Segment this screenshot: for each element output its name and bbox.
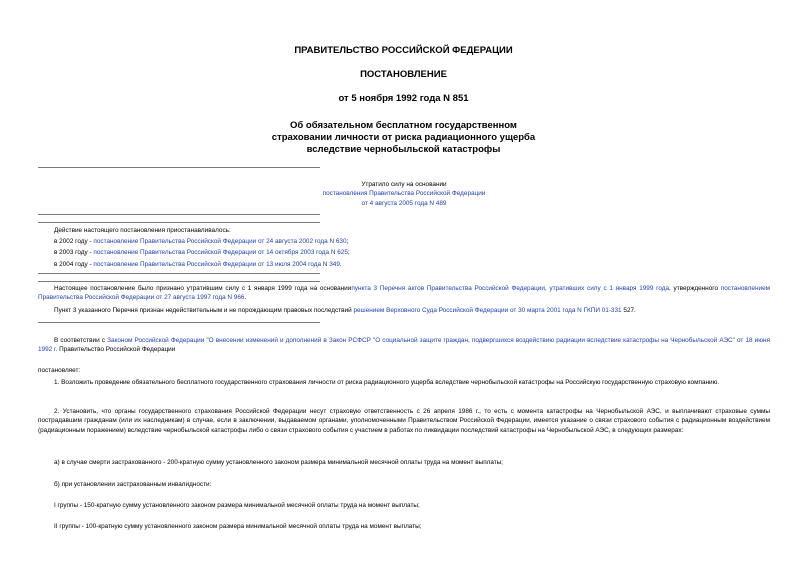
divider: [38, 281, 320, 282]
lost-force-text: Утратило силу на основании: [361, 181, 447, 188]
document-title: [0, 120, 807, 156]
group-2: II группы - 100-кратную сумму установленного законом размера минимальной месячной оплаты труда на момент выплаты;: [54, 523, 422, 530]
lost-force-notice: [268, 180, 540, 208]
note-lost-force: Настоящее постановление было признано утратившим силу с 1 января 1999 года на основаниипункта 3 Перечня актов Правительства Российской Федерации, утративших силу с 1 января 1999 года, утвержденного постановлением Правительства Российской Федерации от 27 августа 1997 года N 966.: [38, 285, 771, 302]
divider: [38, 273, 320, 274]
suspension-item: в 2003 году - постановление Правительства Российской Федерации от 14 октября 2003 года N 625;: [54, 249, 350, 257]
divider: [38, 214, 320, 215]
paragraph-a: а) в случае смерти застрахованного - 200-кратную сумму установленного законом размера минимальной месячной оплаты труда на момент выплаты;: [54, 459, 504, 466]
suspension-link[interactable]: постановление Правительства Российской Федерации от 13 июля 2004 года N 349: [93, 260, 340, 268]
lost-force-link-line[interactable]: от 4 августа 2005 года N 489: [361, 199, 447, 207]
suspension-link[interactable]: постановление Правительства Российской Федерации от 24 августа 2002 года N 630: [93, 238, 347, 246]
note-link[interactable]: решением Верховного Суда Российской Федерации от 30 марта 2001 года N ГКПИ 01-331: [353, 307, 622, 314]
suspension-link[interactable]: постановление Правительства Российской Федерации от 14 октября 2003 года N 625: [93, 249, 348, 257]
paragraph-2: 2. Установить, что органы государственного страхования Российской Федерации несут страховую ответственность с 26 апреля 1986 г., то есть с момента катастрофы на Чернобыльской АЭС, и выплачивают страховые суммы пострадавшим гражданам (или их наследникам) в случае, если в заключении, выдаваемом органами, уполномоченными Правительством Российской Федерации, имеется указание о связи страхового события с радиационным воздействием (радиационным поражением) вследствие чернобыльской катастрофы либо о связи страхового события с участием в работах по ликвидации последствий катастрофы на Чернобыльской АЭС, в следующих размерах:: [38, 408, 770, 434]
document-type: ПОСТАНОВЛЕНИЕ: [360, 69, 447, 80]
divider: [38, 167, 320, 168]
note-invalid: Пункт 3 указанного Перечня признан недействительным и не порождающим правовых последствий решением Верховного Суда Российской Федерации от 30 марта 2001 года N ГКПИ 01-331 527.: [54, 307, 636, 314]
paragraph-b: б) при установлении застрахованным инвалидности:: [54, 481, 212, 488]
suspension-item: в 2004 году - постановление Правительства Российской Федерации от 13 июля 2004 года N 349.: [54, 260, 342, 268]
title-line: Об обязательном бесплатном государственном: [290, 120, 517, 131]
note-link[interactable]: пункта 3 Перечня актов Правительства Российской Федерации, утративших силу с 1 января 1999 года: [351, 285, 670, 292]
suspension-item: в 2002 году - постановление Правительства Российской Федерации от 24 августа 2002 года N 630;: [54, 238, 349, 246]
government-name: ПРАВИТЕЛЬСТВО РОССИЙСКОЙ ФЕДЕРАЦИИ: [294, 45, 513, 56]
preamble: В соответствии с Законом Российской Федерации "О внесении изменений и дополнений в Закон РСФСР "О социальной защите граждан, подвергшихся воздействию радиации вследствие катастрофы на Чернобыльской АЭС" от 18 июня 1992 г. Правительство Российской Федерации: [38, 337, 770, 354]
note-link[interactable]: постановлением Правительства Российской Федерации от 27 августа 1997 года N 966: [38, 285, 771, 302]
group-1: I группы - 150-кратную сумму установленного законом размера минимальной месячной оплаты труда на момент выплаты;: [54, 502, 420, 509]
decree-word: постановляет:: [38, 367, 81, 374]
title-line: вследствие чернобыльской катастрофы: [306, 144, 501, 155]
suspension-block: [54, 225, 754, 270]
lost-force-link-line[interactable]: постановления Правительства Российской Федерации: [322, 190, 486, 198]
title-line: страховании личности от риска радиационного ущерба: [271, 132, 536, 143]
paragraph-1: 1. Возложить проведение обязательного бесплатного государственного страхования личности от риска радиационного ущерба вследствие чернобыльской катастрофы на Российскую государственную страховую компанию.: [54, 379, 720, 386]
document-date: от 5 ноября 1992 года N 851: [338, 93, 469, 104]
law-link[interactable]: Законом Российской Федерации "О внесении изменений и дополнений в Закон РСФСР "О социальной защите граждан, подвергшихся воздействию радиации вследствие катастрофы на Чернобыльской АЭС" от 18 июня 1992 г.: [38, 337, 770, 354]
divider: [38, 222, 320, 223]
divider: [38, 322, 320, 323]
suspension-intro: Действие настоящего постановления приостанавливалось:: [54, 227, 231, 234]
